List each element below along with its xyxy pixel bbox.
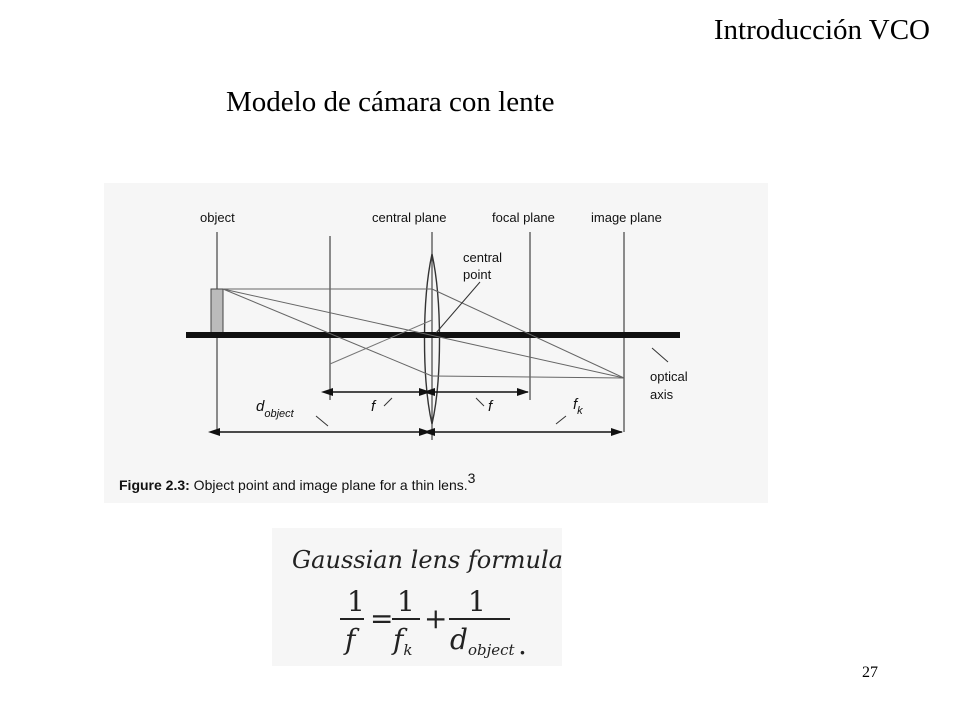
f-left-label: f: [371, 398, 376, 415]
central-point-label-line2: point: [463, 267, 492, 282]
object-label: object: [200, 210, 235, 225]
f-left-tick: [384, 398, 392, 406]
f-right-tick: [476, 398, 484, 406]
formula-equals: =: [370, 602, 394, 635]
central-point-label-line1: central: [463, 250, 503, 265]
formula-plus: +: [424, 602, 448, 635]
slide-title: Modelo de cámara con lente: [226, 86, 555, 118]
formula-title: Gaussian lens formula: [292, 546, 563, 574]
optical-axis-label-line1: optical: [650, 369, 688, 384]
optical-axis-pointer: [652, 348, 668, 362]
formula-lhs-denominator: f: [345, 623, 356, 656]
focal-plane-label: focal plane: [492, 210, 555, 225]
figure-caption: Figure 2.3: Object point and image plane for a thin lens.3: [119, 470, 476, 493]
object-rect: [211, 289, 223, 334]
formula-rhs-numerator: 1: [468, 585, 486, 618]
f-right-label: f: [488, 398, 493, 415]
formula-lhs-numerator: 1: [347, 585, 365, 618]
formula-rhs-denominator: $d_{object}$: [450, 623, 515, 659]
formula-period: .: [518, 628, 527, 661]
d-object-label: $d_{object}$: [256, 398, 294, 420]
optical-axis-label-line2: axis: [650, 387, 674, 402]
image-plane-label: image plane: [591, 210, 662, 225]
ray-refracted-bottom: [432, 376, 624, 378]
d-label-tick: [316, 416, 328, 426]
page-number: 27: [862, 664, 878, 681]
fk-label-tick: [556, 416, 566, 424]
fk-label: $f_k$: [573, 396, 583, 417]
formula-mid-denominator: $f_k$: [393, 623, 413, 659]
section-title: Introducción VCO: [713, 14, 930, 46]
ray-lower: [330, 320, 432, 364]
central-plane-label: central plane: [372, 210, 447, 225]
gaussian-lens-formula: [340, 585, 527, 661]
formula-mid-numerator: 1: [397, 585, 415, 618]
central-point-pointer: [436, 282, 480, 333]
